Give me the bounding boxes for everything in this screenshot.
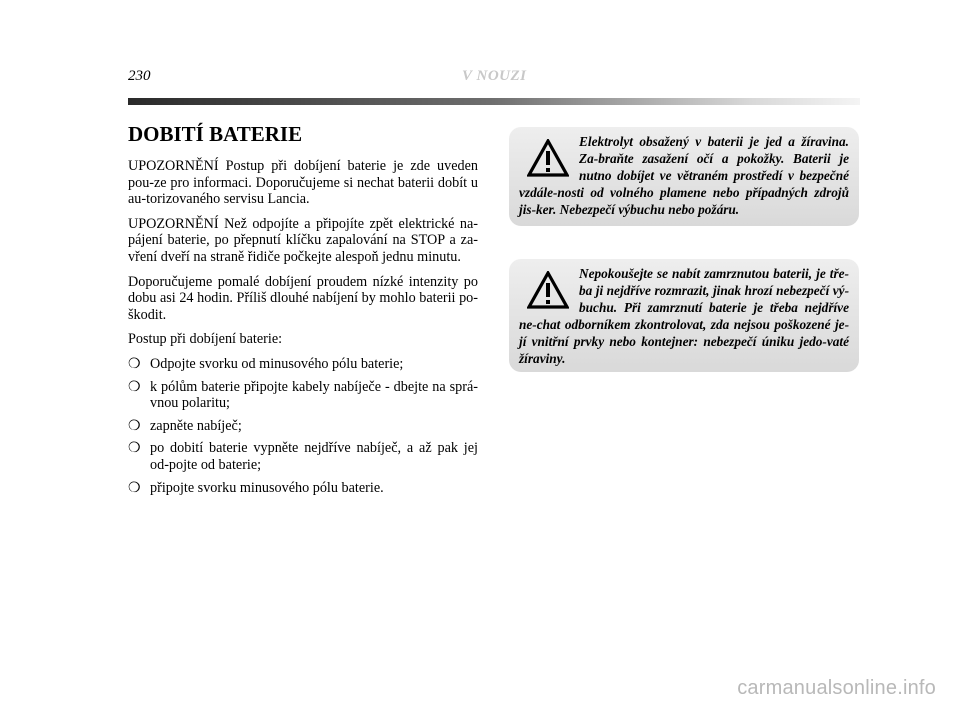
list-item [128,418,478,435]
page-title: DOBITÍ BATERIE [128,122,303,146]
bullet-icon: ❍ [128,356,141,372]
bullet-icon: ❍ [128,441,141,457]
step-text: po dobití baterie vypněte nejdříve nabíječ, a až pak jej od-pojte od baterie; [150,440,478,473]
paragraph-warning-disconnect: UPOZORNĚNÍ Než odpojíte a připojíte zpět elektrické na-pájení baterie, po přepnutí klíčku zapalování na STOP a za-vření dveří na straně řidiče počkejte alespoň jednu minutu. [128,215,478,265]
paragraph-procedure-intro: Postup při dobíjení baterie: [128,331,283,348]
list-item [128,356,478,373]
warning-box-electrolyte [509,127,859,226]
bullet-icon: ❍ [128,480,141,496]
header-rule [128,98,860,105]
warning-text: Elektrolyt obsažený v baterii je jed a žíravina. Za-braňte zasažení očí a pokožky. Baterii je nutno dobíjet ve větraném prostředí v bezpečné vzdále-nosti od volného plamene nebo případných zdrojů jis-ker. Nebezpečí výbuchu nebo požáru. [519,134,849,217]
list-item [128,480,478,497]
warning-triangle-icon [527,271,569,309]
step-text: Odpojte svorku od minusového pólu baterie; [150,355,404,372]
bullet-icon: ❍ [128,418,141,434]
warning-box-frozen-battery [509,259,859,372]
bullet-icon: ❍ [128,379,141,395]
step-text: připojte svorku minusového pólu baterie. [150,479,384,496]
step-text: zapněte nabíječ; [150,417,242,434]
warning-text: Nepokoušejte se nabít zamrznutou baterii, je tře-ba ji nejdříve rozmrazit, jinak hrozí nebezpečí vý-buchu. Při zamrznutí baterie je třeba nejdříve ne-chat odborníkem zkontrolovat, zda nejsou poškozené je-jí vnitřní prvky nebo kontejner: nebezpečí úniku jedo-vaté žíraviny. [519,266,849,366]
step-text: k pólům baterie připojte kabely nabíječe - dbejte na sprá-vnou polaritu; [150,378,478,412]
paragraph-warning-info: UPOZORNĚNÍ Postup při dobíjení baterie je zde uveden pou-ze pro informaci. Doporučujeme si nechat baterii dobít u au-torizovaného servisu Lancia. [128,158,478,208]
list-item [128,440,478,473]
procedure-list [128,356,478,496]
warning-triangle-icon [527,139,569,177]
section-header: V NOUZI [462,68,527,84]
paragraph-slow-charging: Doporučujeme pomalé dobíjení proudem nízké intenzity po dobu asi 24 hodin. Příliš dlouhé nabíjení by mohlo baterii po-škodit. [128,273,478,323]
main-column [128,122,478,502]
page-number: 230 [128,68,151,84]
list-item [128,379,478,412]
watermark: carmanualsonline.info [737,677,936,699]
